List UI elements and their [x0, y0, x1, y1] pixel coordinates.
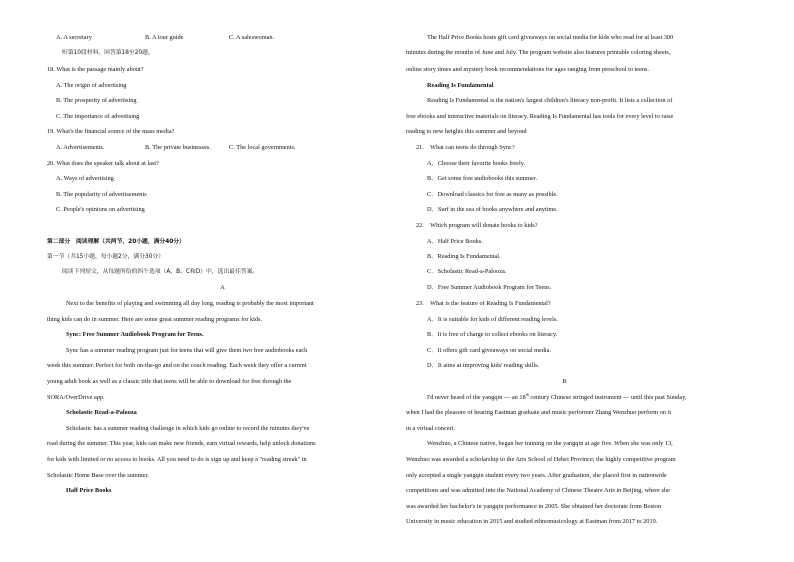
- part2-title: 第二部分 阅读理解（共两节，20小题，满分40分）: [47, 239, 185, 245]
- passage-b-line-4: Wenzhuo, a Chinese native, began her training on the yangqin at age five. When she was only 13,: [427, 440, 673, 447]
- passage-b-line-8: was awarded her bachelor's in yangqin performance in 2005. She obtained her doctorate from Boston: [406, 503, 662, 510]
- q20-stem: 20. What does the speaker talk about at last?: [47, 160, 159, 167]
- rif-line-3: reading to new heights this summer and beyond: [406, 128, 527, 135]
- q22-option-b: B．Reading Is Fundamental.: [427, 253, 501, 260]
- rif-line-2: free ebooks and interactive materials on literacy. Reading Is Fundamental has tools for every level to raise: [406, 113, 674, 120]
- sync-line-2: week this summer. Perfect for both on-the-go and on the couch reading. Each week they offer a current: [47, 362, 307, 369]
- q23-option-b: B．It is free of charge to collect ebooks on literacy.: [427, 331, 558, 338]
- q22-option-c: C．Scholastic Read-a-Palooza.: [427, 268, 507, 275]
- q17-option-b: B. A tour guide: [145, 34, 184, 41]
- q18-option-a: A. The origin of advertising: [56, 82, 127, 89]
- q20-option-b: B. The popularity of advertisements: [56, 191, 147, 198]
- passage-b-line-7: competitions and was admitted into the National Academy of Chinese Theatre Arts in Beijing, where she: [406, 487, 670, 494]
- section1-title: 第一节（共15小题，每小题2分，满分30分）: [47, 254, 164, 260]
- sync-line-1: Sync has a summer reading program just for teens that will give them two free audiobooks each: [66, 347, 308, 354]
- scholastic-line-4: Scholastic Home Base over the summer.: [47, 472, 149, 479]
- q20-option-c: C. People's opinions on advertising: [56, 206, 145, 213]
- q19-option-c: C. The local governments.: [229, 144, 296, 151]
- q19-option-a: A. Advertisements.: [56, 144, 105, 151]
- passage-b-letter: B: [562, 378, 567, 385]
- scholastic-line-2: read during the summer. This year, kids can make new friends, earn virtual rewards, help unlock donations: [47, 440, 316, 447]
- sync-heading: Sync: Free Summer Audiobook Program for Teens.: [66, 331, 204, 338]
- sync-line-3: young adult book as well as a classic title that teens will be able to download for free through the: [47, 378, 292, 385]
- q21-option-a: A．Choose their favorite books freely.: [427, 160, 526, 167]
- q23-stem: 23. What is the feature of Reading Is Fundamental?: [416, 300, 551, 307]
- q17-option-a: A. A secretary: [56, 34, 92, 41]
- q20-option-a: A. Ways of advertising: [56, 175, 114, 182]
- q22-option-a: A．Half Price Books.: [427, 238, 483, 245]
- q21-option-d: D．Surf in the sea of books anywhere and anytime.: [427, 206, 558, 213]
- passage-b-line-6: only accepted a single yangqin student every two years. After graduation, she placed first in nationwide: [406, 472, 667, 479]
- rif-heading: Reading Is Fundamental: [427, 82, 494, 89]
- q23-option-d: D．It aims at improving kids' reading skills.: [427, 362, 540, 369]
- q23-option-a: A．It is suitable for kids of different reading levels.: [427, 316, 558, 323]
- passage-b-line-1: I'd never heard of the yangqin — an 18th century Chinese stringed instrument — until this past Sunday,: [427, 391, 687, 401]
- hpb-line-1: The Half Price Books hosts gift card giveaways on social media for kids who read for at least 300: [427, 34, 674, 41]
- section1-instructions: 阅读下列短文，从每题所给的四个选项（A、B、C和D）中，选出最佳答案。: [62, 269, 259, 275]
- q22-option-d: D．Free Summer Audiobook Program for Teens.: [427, 284, 552, 291]
- q21-option-b: B．Get some free audiobooks this summer.: [427, 175, 538, 182]
- q18-stem: 18. What is the passage mainly about?: [47, 66, 144, 73]
- passage-b-line-3: in a virtual concert.: [406, 425, 455, 432]
- passage-b-line-5: Wenzhuo was awarded a scholarship to the Arts School of Hebei Province; the highly competitive program: [406, 456, 676, 463]
- q19-option-b: B. The private businesses.: [145, 144, 211, 151]
- hpb-line-2: minutes during the months of June and July. The program website also features printable coloring sheets,: [406, 49, 671, 56]
- passage-b-line-9: University in music education in 2015 and studied ethnomusicology at Eastman from 2017 to 2019.: [406, 518, 658, 525]
- sync-line-4: SORA/OverDrive app.: [47, 394, 105, 401]
- half-price-books-heading: Half Price Books: [66, 487, 112, 494]
- passage-a-letter: A: [220, 284, 225, 291]
- scholastic-heading: Scholastic Read-a-Palooza: [66, 409, 137, 416]
- hpb-line-3: online story times and mystery book recommendations for ages ranging from preschool to teens.: [406, 66, 650, 73]
- listening-10-note: 听第10段材料，回答第18至20题。: [62, 50, 154, 56]
- q18-option-b: B. The prosperity of advertising: [56, 97, 137, 104]
- passage-b-line-2: when I had the pleasure of hearing Eastman graduate and music performer Zhang Wenzhuo perform on it: [406, 409, 672, 416]
- q19-stem: 19. What's the financial source of the mass media?: [47, 128, 175, 135]
- q17-option-c: C. A saleswoman.: [229, 34, 275, 41]
- scholastic-line-3: for kids with limited or no access to books. All you need to do is sign up and keep a "reading streak" in: [47, 456, 307, 463]
- q21-option-c: C．Download classics for free as many as possible.: [427, 191, 558, 198]
- scholastic-line-1: Scholastic has a summer reading challenge in which kids go online to record the minutes they've: [66, 425, 310, 432]
- q23-option-c: C．It offers gift card giveaways on social media.: [427, 347, 552, 354]
- q21-stem: 21. What can teens do through Sync?: [416, 144, 515, 151]
- q18-option-c: C. The importance of advertising: [56, 113, 140, 120]
- intro-line-1: Next to the benefits of playing and swimming all day long, reading is probably the most important: [66, 300, 314, 307]
- q22-stem: 22. Which program will donate books to kids?: [416, 222, 538, 229]
- rif-line-1: Reading Is Fundamental is the nation's largest children's literacy non-profit. It lists a collection of: [427, 97, 673, 104]
- intro-line-2: thing kids can do in summer. Here are some great summer reading programs for kids.: [47, 316, 263, 323]
